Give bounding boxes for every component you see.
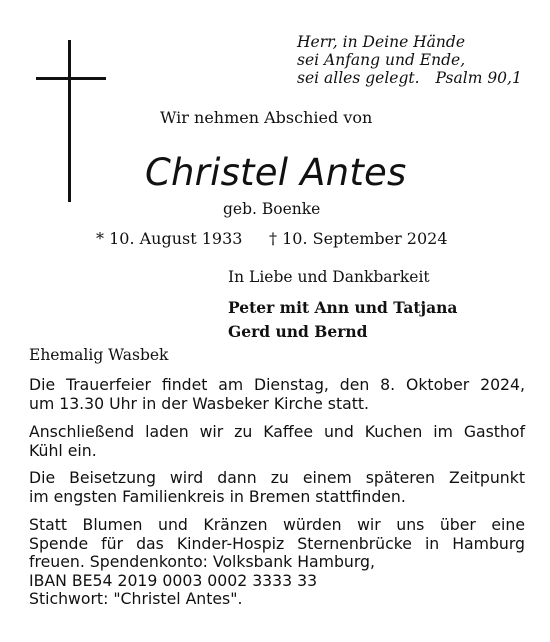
- mourner-line: Gerd und Bernd: [228, 322, 368, 341]
- donation-line-1: Statt Blumen und Kränzen würden wir uns über eine: [29, 515, 525, 534]
- cross-icon: [36, 40, 106, 202]
- verse-reference: Psalm 90,1: [435, 69, 522, 87]
- verse-line-3-text: sei alles gelegt.: [297, 69, 420, 87]
- funeral-line-1: Die Trauerfeier findet am Dienstag, den 8. Oktober 2024,: [29, 375, 525, 394]
- burial-paragraph: [29, 469, 525, 506]
- donation-line-4: IBAN BE54 2019 0003 0002 3333 33: [29, 570, 318, 590]
- donation-line-3: freuen. Spendenkonto: Volksbank Hamburg,: [29, 552, 375, 572]
- birth-name: geb. Boenke: [223, 200, 321, 218]
- donation-line-2: Spende für das Kinder-Hospiz Sternenbrücke in Hamburg: [29, 533, 525, 553]
- deceased-name: Christel Antes: [145, 151, 407, 194]
- funeral-line-2: um 13.30 Uhr in der Wasbeker Kirche statt.: [29, 393, 369, 413]
- mourner-line: Peter mit Ann und Tatjana: [228, 298, 458, 317]
- coffee-paragraph: [29, 423, 525, 460]
- funeral-paragraph: [29, 376, 525, 413]
- cross-vertical-bar: [68, 40, 71, 202]
- coffee-line-2: Kühl ein.: [29, 440, 97, 460]
- verse-line-1: Herr, in Deine Hände: [297, 33, 466, 51]
- burial-line-1: Die Beisetzung wird dann zu einem späteren Zeitpunkt: [29, 468, 525, 487]
- verse-line-2: sei Anfang und Ende,: [297, 51, 466, 69]
- intro-text: Wir nehmen Abschied von: [160, 108, 373, 127]
- death-date: † 10. September 2024: [269, 229, 448, 248]
- donation-paragraph: [29, 516, 525, 609]
- verse-line-3: [297, 69, 522, 87]
- gratitude-line: In Liebe und Dankbarkeit: [228, 268, 430, 286]
- birth-date: * 10. August 1933: [96, 229, 243, 248]
- cross-horizontal-bar: [36, 77, 106, 80]
- burial-line-2: im engsten Familienkreis in Bremen stattfinden.: [29, 486, 406, 506]
- former-residence: Ehemalig Wasbek: [29, 346, 169, 364]
- donation-line-5: Stichwort: "Christel Antes".: [29, 589, 243, 609]
- coffee-line-1: Anschließend laden wir zu Kaffee und Kuchen im Gasthof: [29, 422, 525, 441]
